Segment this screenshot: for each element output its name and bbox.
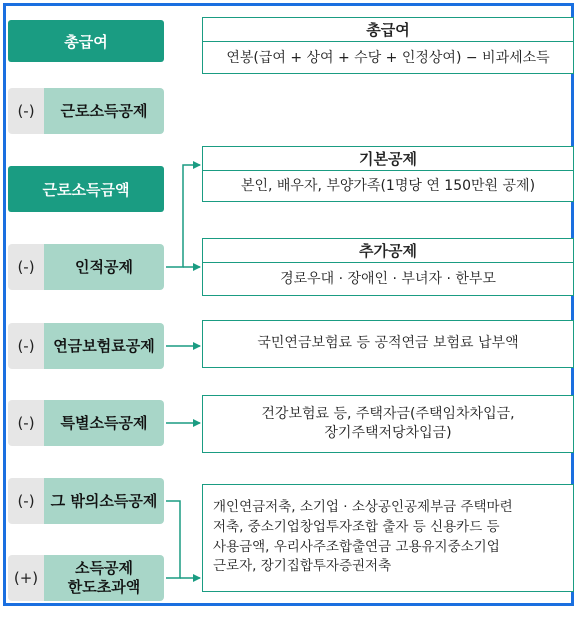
other-detail-body bbox=[203, 485, 573, 590]
earned-income-amount-box bbox=[8, 166, 164, 212]
additional-deduction-box bbox=[202, 238, 574, 296]
earned-income-amount-label: 근로소득금액 bbox=[42, 180, 130, 199]
total-pay-label: 총급여 bbox=[64, 32, 108, 51]
special-detail-box bbox=[202, 395, 574, 453]
other-detail-line3: 사용금액, 우리사주조합출연금 고용유지중소기업 bbox=[213, 538, 500, 555]
pension-deduction-row bbox=[8, 323, 164, 369]
other-connector bbox=[166, 501, 180, 578]
excess-deduction-label bbox=[44, 555, 164, 601]
minus-sign: (-) bbox=[8, 400, 44, 446]
special-deduction-label: 특별소득공제 bbox=[44, 400, 164, 446]
personal-deduction-connector bbox=[166, 165, 200, 267]
basic-deduction-box bbox=[202, 146, 574, 202]
minus-sign: (-) bbox=[8, 478, 44, 524]
other-deduction-row bbox=[8, 478, 164, 524]
other-detail-line4: 근로자, 장기집합투자증권저축 bbox=[213, 558, 392, 575]
basic-deduction-body: 본인, 배우자, 부양가족(1명당 연 150만원 공제) bbox=[240, 178, 536, 195]
other-detail-box bbox=[202, 484, 574, 592]
earned-income-deduction-label: 근로소득공제 bbox=[44, 88, 164, 134]
excess-deduction-line2: 한도초과액 bbox=[67, 578, 141, 596]
minus-sign: (-) bbox=[8, 323, 44, 369]
total-pay-box bbox=[8, 20, 164, 62]
earned-income-deduction-row bbox=[8, 88, 164, 134]
special-detail-line2: 장기주택저당차입금) bbox=[324, 424, 452, 441]
special-deduction-row bbox=[8, 400, 164, 446]
special-detail-body bbox=[203, 396, 573, 451]
minus-sign: (-) bbox=[8, 88, 44, 134]
total-pay-detail-title: 총급여 bbox=[203, 18, 573, 42]
total-pay-detail-box bbox=[202, 17, 574, 74]
pension-detail-body: 국민연금보험료 등 공적연금 보험료 납부액 bbox=[257, 335, 519, 352]
pension-detail-box bbox=[202, 320, 574, 368]
other-deduction-label: 그 밖의소득공제 bbox=[44, 478, 164, 524]
basic-deduction-title: 기본공제 bbox=[203, 147, 573, 171]
total-pay-detail-body: 연봉(급여 + 상여 + 수당 + 인정상여) − 비과세소득 bbox=[226, 49, 550, 66]
excess-deduction-line1: 소득공제 bbox=[75, 559, 133, 578]
additional-deduction-body: 경로우대 · 장애인 · 부녀자 · 한부모 bbox=[280, 271, 496, 288]
other-detail-line2: 저축, 중소기업창업투자조합 출자 등 신용카드 등 bbox=[213, 518, 500, 535]
plus-sign: (+) bbox=[8, 555, 44, 601]
minus-sign: (-) bbox=[8, 244, 44, 290]
personal-deduction-label: 인적공제 bbox=[44, 244, 164, 290]
pension-deduction-label: 연금보험료공제 bbox=[44, 323, 164, 369]
special-detail-line1: 건강보험료 등, 주택자금(주택임차차입금, bbox=[261, 406, 515, 423]
personal-deduction-row bbox=[8, 244, 164, 290]
excess-deduction-row bbox=[8, 555, 164, 601]
other-detail-line1: 개인연금저축, 소기업 · 소상공인공제부금 주택마련 bbox=[213, 499, 513, 516]
additional-deduction-title: 추가공제 bbox=[203, 239, 573, 263]
